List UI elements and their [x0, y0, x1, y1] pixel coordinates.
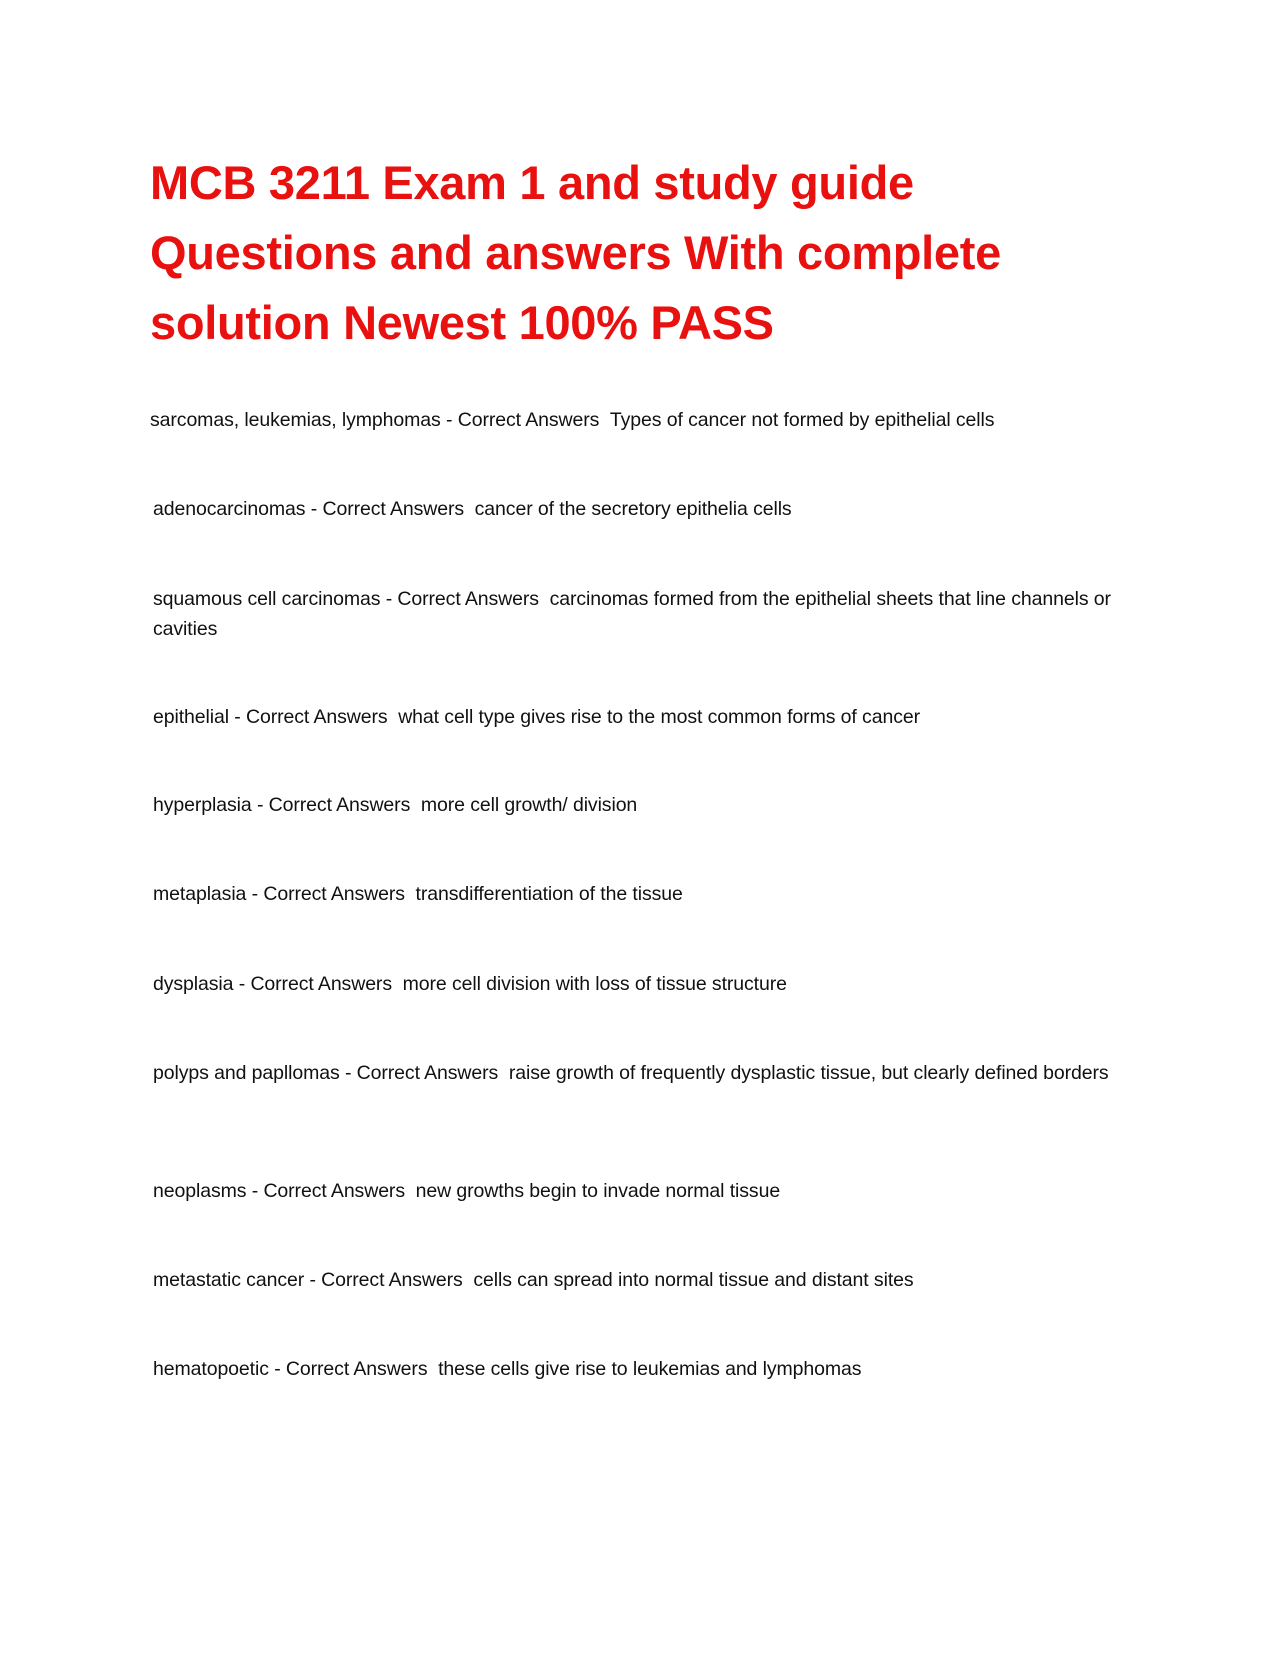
entry-separator: -	[304, 1269, 322, 1291]
entry-separator: -	[228, 706, 247, 728]
entry-term: hematopoetic	[153, 1358, 269, 1380]
title-line-2: Questions and answers With complete	[150, 226, 1001, 279]
qa-entry	[153, 494, 1123, 524]
entry-definition: new growths begin to invade normal tissue	[415, 1180, 781, 1202]
entry-definition: cancer of the secretory epithelia cells	[474, 498, 792, 520]
correct-answers-label: Correct Answers	[321, 1269, 463, 1291]
entry-term: neoplasms	[153, 1180, 247, 1202]
correct-answers-label: Correct Answers	[322, 498, 465, 520]
entry-term: metaplasia	[153, 883, 247, 905]
entry-separator: -	[305, 498, 323, 520]
entry-definition: more cell division with loss of tissue structure	[402, 973, 787, 995]
entry-term: sarcomas, leukemias, lymphomas	[150, 409, 441, 431]
correct-answers-label: Correct Answers	[356, 1062, 499, 1084]
entry-definition: cells can spread into normal tissue and distant sites	[473, 1269, 914, 1291]
entry-definition: more cell growth/ division	[420, 794, 638, 816]
qa-entry	[153, 1265, 1123, 1295]
qa-entry	[150, 405, 1120, 435]
qa-entry	[153, 1058, 1123, 1088]
title-line-3: solution Newest 100% PASS	[150, 296, 774, 349]
qa-entry	[153, 1176, 1123, 1206]
entry-term: squamous cell carcinomas	[153, 588, 381, 610]
entry-term: dysplasia	[153, 973, 234, 995]
entry-separator: -	[268, 1358, 286, 1380]
entry-term: metastatic cancer	[153, 1269, 305, 1291]
entry-definition: transdifferentiation of the tissue	[415, 883, 683, 905]
entry-term: polyps and papllomas	[153, 1062, 340, 1084]
correct-answers-label: Correct Answers	[285, 1358, 428, 1380]
entry-definition: Types of cancer not formed by epithelial cells	[609, 409, 995, 431]
document-title	[150, 148, 1110, 358]
qa-entry	[153, 702, 1123, 732]
title-line-1: MCB 3211 Exam 1 and study guide	[150, 156, 914, 209]
correct-answers-label: Correct Answers	[457, 409, 600, 431]
qa-entry	[153, 584, 1123, 644]
correct-answers-label: Correct Answers	[263, 1180, 405, 1202]
correct-answers-label: Correct Answers	[263, 883, 405, 905]
qa-entry	[153, 969, 1123, 999]
entry-separator: -	[339, 1062, 357, 1084]
entry-separator: -	[246, 883, 264, 905]
entry-term: hyperplasia	[153, 794, 252, 816]
entry-separator: -	[233, 973, 251, 995]
qa-entry	[153, 1354, 1123, 1384]
correct-answers-label: Correct Answers	[246, 706, 388, 728]
entry-term: adenocarcinomas	[153, 498, 306, 520]
entry-definition: what cell type gives rise to the most common forms of cancer	[398, 706, 920, 728]
correct-answers-label: Correct Answers	[397, 588, 539, 610]
entry-definition: these cells give rise to leukemias and lymphomas	[438, 1358, 862, 1380]
entry-separator: -	[440, 409, 458, 431]
entry-separator: -	[251, 794, 269, 816]
correct-answers-label: Correct Answers	[268, 794, 411, 816]
entry-separator: -	[380, 588, 398, 610]
entry-separator: -	[246, 1180, 264, 1202]
correct-answers-label: Correct Answers	[250, 973, 392, 995]
qa-entry	[153, 879, 1123, 909]
entry-definition: raise growth of frequently dysplastic tissue, but clearly defined borders	[508, 1062, 1109, 1084]
entry-term: epithelial	[153, 706, 229, 728]
qa-entry	[153, 790, 1123, 820]
entry-definition: carcinomas formed from the epithelial sheets that line channels or cavities	[153, 588, 1111, 640]
